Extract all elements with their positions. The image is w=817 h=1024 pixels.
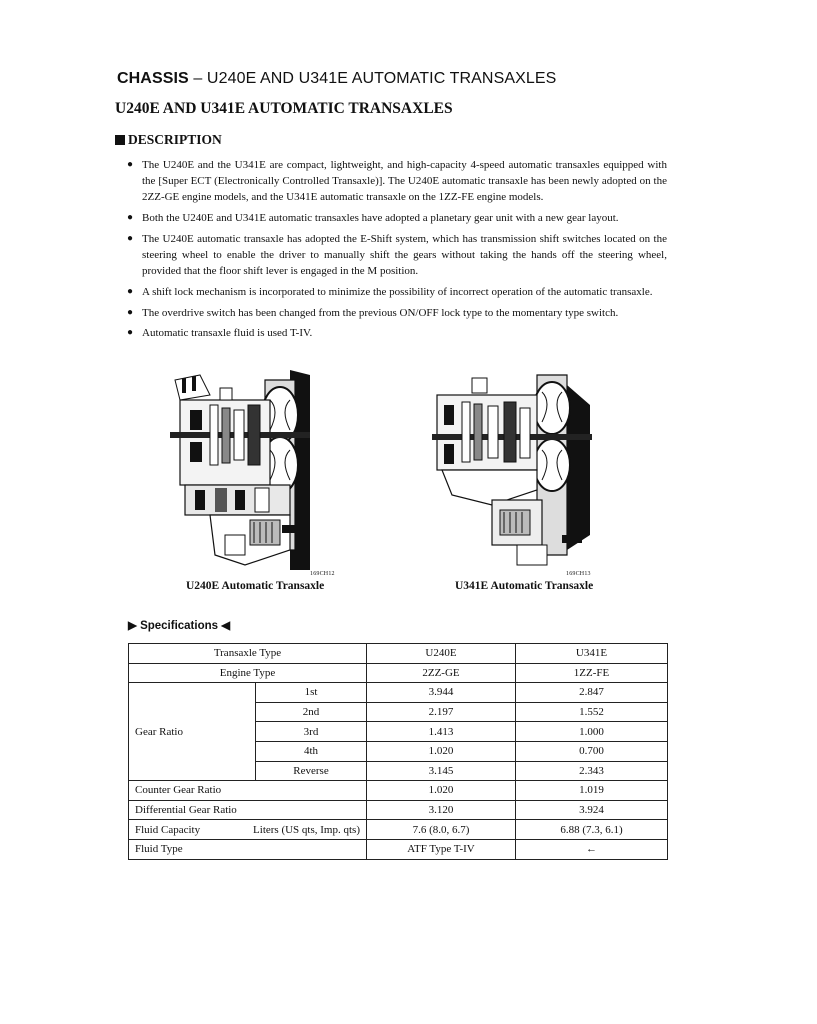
table-row xyxy=(129,644,668,664)
bullet-dot-icon: ● xyxy=(127,212,134,224)
table-cell: 3.145 xyxy=(367,761,516,781)
list-item xyxy=(127,325,667,341)
bullet-dot-icon: ● xyxy=(127,306,134,318)
table-cell: ATF Type T-IV xyxy=(367,839,516,859)
table-cell: U240E xyxy=(367,644,516,664)
figure-caption: U341E Automatic Transaxle xyxy=(455,580,594,592)
header-subtitle: U240E AND U341E AUTOMATIC TRANSAXLES xyxy=(206,70,557,87)
table-cell: Counter Gear Ratio xyxy=(129,781,367,801)
table-cell: 4th xyxy=(256,741,367,761)
list-item xyxy=(127,157,667,206)
table-row xyxy=(129,839,668,859)
table-cell: 1ZZ-FE xyxy=(516,663,668,683)
table-cell: ← xyxy=(516,839,668,859)
table-cell: 3.120 xyxy=(367,800,516,820)
table-cell: 3.924 xyxy=(516,800,668,820)
u341e-transaxle-illustration xyxy=(432,370,597,575)
table-cell xyxy=(129,820,367,840)
table-cell: Differential Gear Ratio xyxy=(129,800,367,820)
list-item xyxy=(127,284,667,300)
arrow-right-icon: ▶ xyxy=(128,620,137,632)
arrow-left-icon: ◀ xyxy=(221,620,231,632)
header-section: CHASSIS xyxy=(117,70,189,87)
table-cell: 2nd xyxy=(256,702,367,722)
list-item-text: A shift lock mechanism is incorporated to minimize the possibility of incorrect operation of the automatic transaxle. xyxy=(142,285,653,298)
table-cell: 2.197 xyxy=(367,702,516,722)
table-cell: 2ZZ-GE xyxy=(367,663,516,683)
table-cell: 1.552 xyxy=(516,702,668,722)
table-cell: 1.413 xyxy=(367,722,516,742)
list-item-text: The overdrive switch has been changed from the previous ON/OFF lock type to the momentary type switch. xyxy=(142,306,619,319)
header-dash: – xyxy=(193,70,203,87)
u341e-cutaway-drawing xyxy=(432,370,597,575)
fluid-capacity-label: Fluid Capacity xyxy=(135,823,201,836)
table-row xyxy=(129,820,668,840)
table-cell: Fluid Type xyxy=(129,839,367,859)
table-cell: 6.88 (7.3, 6.1) xyxy=(516,820,668,840)
table-cell: 3.944 xyxy=(367,683,516,703)
fluid-capacity-unit: Liters (US qts, Imp. qts) xyxy=(253,823,360,836)
list-item xyxy=(127,231,667,280)
table-row xyxy=(129,800,668,820)
bullet-dot-icon: ● xyxy=(127,232,134,244)
list-item-text: The U240E and the U341E are compact, lightweight, and high-capacity 4-speed automatic transaxles equipped with the [Super ECT (Electronically Controlled Transaxle)]. The U240E automatic transaxle has been newly adopted on the 2ZZ-GE engine models, and the U341E automatic transaxle on the 1ZZ-FE engine models. xyxy=(142,159,667,204)
table-cell: 7.6 (8.0, 6.7) xyxy=(367,820,516,840)
specifications-label: Specifications xyxy=(140,620,219,632)
square-bullet-icon xyxy=(115,135,125,145)
page-title: U240E AND U341E AUTOMATIC TRANSAXLES xyxy=(115,100,453,117)
page-header xyxy=(117,70,556,88)
description-list xyxy=(127,157,667,346)
table-cell: Gear Ratio xyxy=(129,683,256,781)
list-item-text: Both the U240E and U341E automatic transaxles have adopted a planetary gear unit with a new gear layout. xyxy=(142,212,619,225)
bullet-dot-icon: ● xyxy=(127,327,134,339)
table-cell: 0.700 xyxy=(516,741,668,761)
bullet-dot-icon: ● xyxy=(127,159,134,170)
section-heading-label: DESCRIPTION xyxy=(128,132,222,147)
list-item-text: The U240E automatic transaxle has adopted the E-Shift system, which has transmission shift switches located on the steering wheel to enable the driver to manually shift the gears without taking the hands off the steering wheel, provided that the floor shift lever is engaged in the M position. xyxy=(142,232,667,278)
table-cell: 1.020 xyxy=(367,741,516,761)
table-row xyxy=(129,781,668,801)
table-cell: 1st xyxy=(256,683,367,703)
table-cell: Engine Type xyxy=(129,663,367,683)
table-cell: 1.000 xyxy=(516,722,668,742)
list-item xyxy=(127,210,667,226)
table-cell: 2.847 xyxy=(516,683,668,703)
table-cell: 1.019 xyxy=(516,781,668,801)
figure-caption: U240E Automatic Transaxle xyxy=(186,580,325,592)
figure-code: 169CH12 xyxy=(310,571,335,577)
table-cell: Reverse xyxy=(256,761,367,781)
table-row xyxy=(129,663,668,683)
specifications-table xyxy=(128,643,668,860)
list-item xyxy=(127,305,667,321)
table-cell: 1.020 xyxy=(367,781,516,801)
table-cell: 2.343 xyxy=(516,761,668,781)
list-item-text: Automatic transaxle fluid is used T-IV. xyxy=(142,327,313,340)
u240e-cutaway-drawing xyxy=(170,370,340,575)
section-heading-description xyxy=(115,132,222,148)
bullet-dot-icon: ● xyxy=(127,285,134,297)
u240e-transaxle-illustration xyxy=(170,370,340,575)
table-cell: 3rd xyxy=(256,722,367,742)
table-cell: Transaxle Type xyxy=(129,644,367,664)
table-row xyxy=(129,683,668,703)
table-cell: U341E xyxy=(516,644,668,664)
figure-code: 169CH13 xyxy=(566,571,591,577)
specifications-heading xyxy=(128,618,230,632)
